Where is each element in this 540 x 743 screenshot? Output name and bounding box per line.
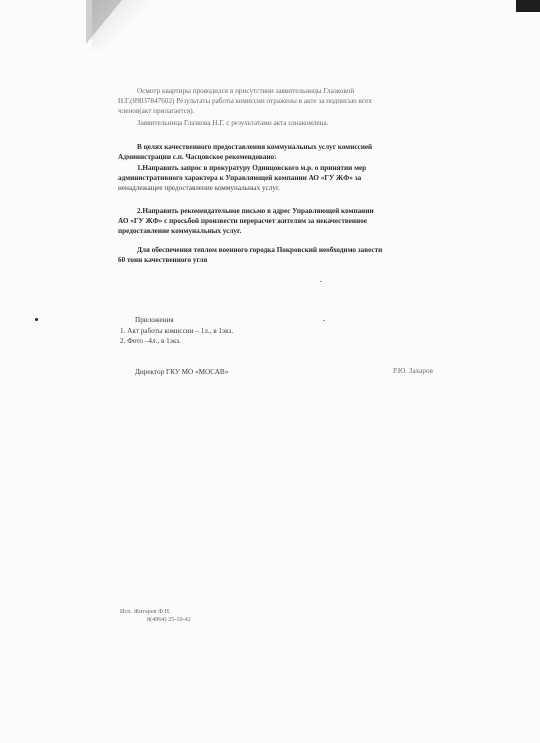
para3-line1: 2.Направить рекомендательное письмо в адрес Управляющей компании	[137, 207, 374, 215]
executor-phone: 8(4964) 25-10-42	[147, 616, 191, 623]
para2-line5: ненадлежащее предоставление коммунальных услуг.	[118, 184, 280, 192]
scan-speck	[35, 318, 38, 321]
executor-name: Исп. Жигарев Ф.Н.	[120, 608, 171, 615]
scan-speck	[320, 281, 322, 282]
attachment-item-2: 2. Фото –4л., в 1экз.	[120, 337, 181, 345]
scan-edge-mark	[516, 0, 540, 12]
fold-shadow	[92, 0, 148, 50]
para2-line3: 1.Направить запрос в прокуратуру Одинцовского м.р. о принятии мер	[137, 164, 367, 172]
para2-line1: В целях качественного предоставления коммунальных услуг комиссией	[137, 143, 373, 151]
para1-line1: Осмотр квартиры проводился в присутствии заявительницы Глазковой	[137, 87, 355, 95]
director-name: Р.Ю. Захаров	[393, 367, 433, 375]
scan-speck	[323, 320, 325, 321]
para2-line4: административного характера к Управляющей компании АО «ГУ ЖФ» за	[118, 174, 362, 182]
para1-line3: членов(акт прилагается).	[118, 107, 195, 115]
attachments-heading: Приложения	[135, 316, 174, 324]
para1-line2: Н.Г.(89037847602) Результаты работы комиссии отражены в акте за подписью всех	[118, 97, 372, 105]
para1-line4: Заявительница Глазкова Н.Г. с результатами акта ознакомлена.	[137, 119, 329, 127]
para4-line2: 60 тонн качественного угля	[118, 256, 208, 264]
director-title: Директор ГКУ МО «МОСАВ»	[135, 368, 229, 376]
para3-line3: предоставление коммунальных услуг.	[118, 227, 242, 235]
para2-line2: Администрации с.п. Часцовское рекомендовано:	[118, 153, 277, 161]
para3-line2: АО «ГУ ЖФ» с просьбой произвести перерасчет жителям за некачественное	[118, 217, 368, 225]
attachment-item-1: 1. Акт работы комиссии – 1л., в 1экз.	[120, 327, 234, 335]
para4-line1: Для обеспечения теплом военного городка Покровский необходимо завести	[137, 246, 383, 254]
